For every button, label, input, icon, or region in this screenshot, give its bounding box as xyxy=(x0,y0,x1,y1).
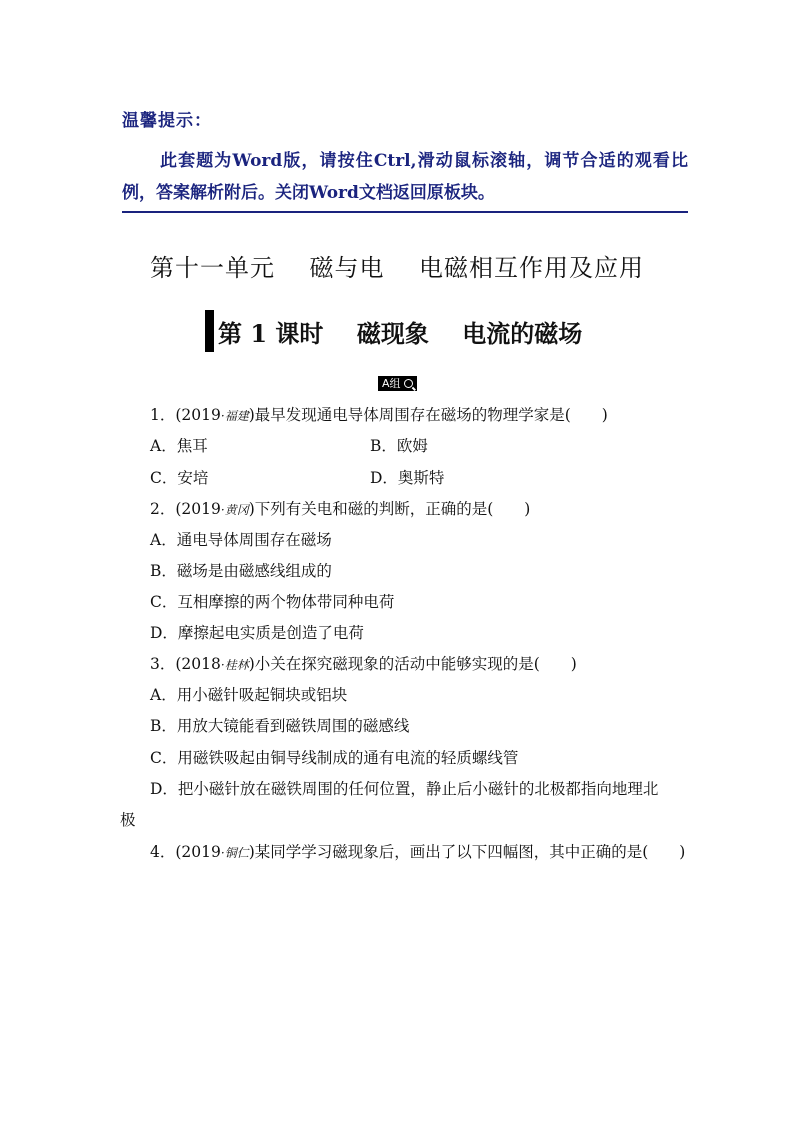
question-year: (2018 xyxy=(175,655,221,673)
question-source: ·桂林 xyxy=(220,658,249,672)
option-d: D．奥斯特 xyxy=(370,469,445,487)
option-b: B．欧姆 xyxy=(370,437,428,455)
title-bar-decoration xyxy=(205,310,214,352)
question-year: (2019 xyxy=(175,500,221,518)
tip-title: 温馨提示： xyxy=(122,111,212,131)
question-number: 4． xyxy=(150,843,176,861)
question-1 xyxy=(150,403,608,425)
option-c: C．互相摩擦的两个物体带同种电荷 xyxy=(150,593,395,611)
question-source: ·福建 xyxy=(220,409,249,423)
question-stem: )小关在探究磁现象的活动中能够实现的是( ) xyxy=(248,655,577,673)
option-c: C．用磁铁吸起由铜导线制成的通有电流的轻质螺线管 xyxy=(150,749,519,767)
lesson-title-text: 第 1 课时 磁现象 电流的磁场 xyxy=(218,318,583,348)
question-3 xyxy=(150,652,577,674)
option-a: A．用小磁针吸起铜块或铝块 xyxy=(150,686,348,704)
question-stem: )下列有关电和磁的判断，正确的是( ) xyxy=(248,500,531,518)
question-2 xyxy=(150,497,530,519)
question-number: 2． xyxy=(150,500,176,518)
question-number: 3． xyxy=(150,655,176,673)
question-number: 1． xyxy=(150,406,176,424)
option-c: C．安培 xyxy=(150,469,209,487)
question-year: (2019 xyxy=(175,406,221,424)
unit-title: 第十一单元 磁与电 电磁相互作用及应用 xyxy=(149,254,645,282)
group-badge-label: A组 xyxy=(382,377,401,390)
question-stem: )某同学学习磁现象后，画出了以下四幅图，其中正确的是( ) xyxy=(248,843,686,861)
option-d: D．摩擦起电实质是创造了电荷 xyxy=(150,624,364,642)
question-stem: )最早发现通电导体周围存在磁场的物理学家是( ) xyxy=(248,406,608,424)
option-b: B．用放大镜能看到磁铁周围的磁感线 xyxy=(150,717,410,735)
lesson-title xyxy=(205,310,582,352)
tip-body: 此套题为Word版，请按住Ctrl,滑动鼠标滚轴，调节合适的观看比例，答案解析附后。关闭Word文档返回原板块。 xyxy=(122,145,688,213)
option-a: A．通电导体周围存在磁场 xyxy=(150,531,332,549)
group-badge xyxy=(378,376,417,391)
option-d: D．把小磁针放在磁铁周围的任何位置，静止后小磁针的北极都指向地理北 xyxy=(150,780,659,798)
option-a: A．焦耳 xyxy=(150,437,208,455)
question-source: ·铜仁 xyxy=(220,846,249,860)
question-year: (2019 xyxy=(175,843,221,861)
question-source: ·黄冈 xyxy=(220,503,249,517)
option-b: B．磁场是由磁感线组成的 xyxy=(150,562,332,580)
question-4 xyxy=(150,840,685,862)
option-d-continuation: 极 xyxy=(120,811,136,829)
magnifier-icon xyxy=(404,379,413,388)
